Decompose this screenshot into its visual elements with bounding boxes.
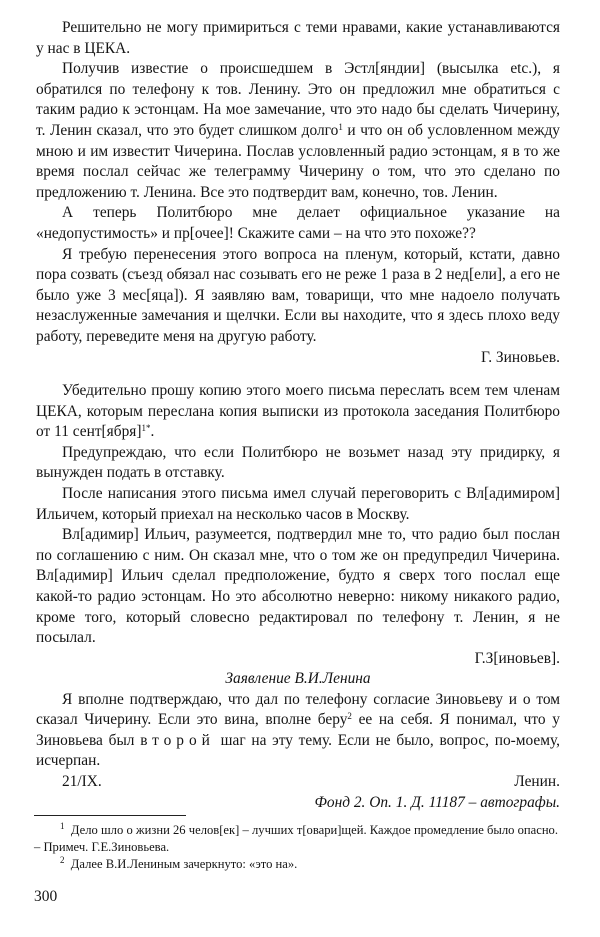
paragraph: Получив известие о происшедшем в Эстл[яндии] (высылка etc.), я обратился по телефону к тов. Ленину. Это он предложил мне обратиться с таким радио к эстонцам. На мое замечание, что это надо бы сделать Чичерину, т. Ленин сказал, что это будет слишком долго$^1$ и что он об условленном между мною и им известит Чичерина. Послав условленный радио эстонцам, я в то же время послал сейчас же телеграмму Чичерину о том, что это сделано по предложению т. Ленина. Все это подтвердит вам, конечно, тов. Ленин. [36,60,561,201]
signature: Ленин. [514,772,560,790]
archive-source: Фонд 2. Оп. 1. Д. 11187 – автографы. [314,793,560,811]
letter-body [36,18,560,368]
signature: Г. Зиновьев. [481,348,560,366]
paragraph: Решительно не могу примириться с теми нравами, какие устанавливаются у нас в ЦЕКА. [36,19,560,57]
section-title: Заявление В.И.Ленина [225,670,371,687]
footnote: $^1$ Дело шло о жизни 26 челов[ек] – лучших т[овари]щей. Каждое промедление было опасно. – Примеч. Г.Е.Зиновьева. [34,821,559,854]
paragraph: Я требую перенесения этого вопроса на пленум, который, кстати, давно пора созвать (съезд обязал нас созывать его не реже 1 раза в 2 нед[ели], а его не было уже 3 мес[яца]). Я заявляю вам, товарищи, что мне надоело получать незаслуженные замечания и щелчки. Если вы находите, что я здесь плохо веду работу, переведите меня на другую работу. [36,245,560,345]
spaced-word: второй [140,731,215,749]
lenin-statement [36,669,560,813]
paragraph: Вл[адимир] Ильич, разумеется, подтвердил мне то, что радио был послан по соглашению с ним. Он сказал мне, что о том же он предупредил Чичерина. Вл[адимир] Ильич сделал предположение, будто я сверх того послал еще какой-то радио эстонцам. Но это абсолютно неверно: никому никакого радио, кроме того, который словесно редактировал по телефону т. Ленин, я не посылал. [36,526,560,647]
paragraph: После написания этого письма имел случай переговорить с Вл[адимиром] Ильичем, который приехал на несколько часов в Москву. [36,484,560,523]
date-signature-line [36,772,560,793]
page-number: 300 [34,888,58,905]
footnote-divider [34,815,186,816]
paragraph: А теперь Политбюро мне делает официальное указание на «недопустимость» и пр[очее]! Скажите сами – на что это похоже?? [36,204,560,242]
signature: Г.З[иновьев]. [474,649,560,667]
paragraph: Предупреждаю, что если Политбюро не возьмет назад эту придирку, я вынужден подать в отставку. [36,443,560,482]
paragraph: Я вполне подтверждаю, что дал по телефону согласие Зиновьеву и о том сказал Чичерину. Если это вина, вполне беру$^2$ ее на себя. Я понимал, что у Зиновьева был второй шаг на эту тему. Если не было, вопрос, по-моему, исчерпан. [36,690,560,770]
postscript [36,381,560,669]
footnote-ref: 1 [338,121,343,132]
footnote-ref: 2 [347,711,352,722]
footnote: $^2$ Далее В.И.Лениным зачеркнуто: «это на». [60,855,298,871]
footnote-mark: 1 [60,821,65,831]
footnote-mark: 2 [60,855,65,865]
footnote-ref: 1* [141,423,151,434]
date: 21/IX. [62,772,102,790]
paragraph: Убедительно прошу копию этого моего письма переслать всем тем членам ЦЕКА, которым переслана копия выписки из протокола заседания Политбюро от 11 сент[ября]$^{1*}$. [36,382,560,441]
